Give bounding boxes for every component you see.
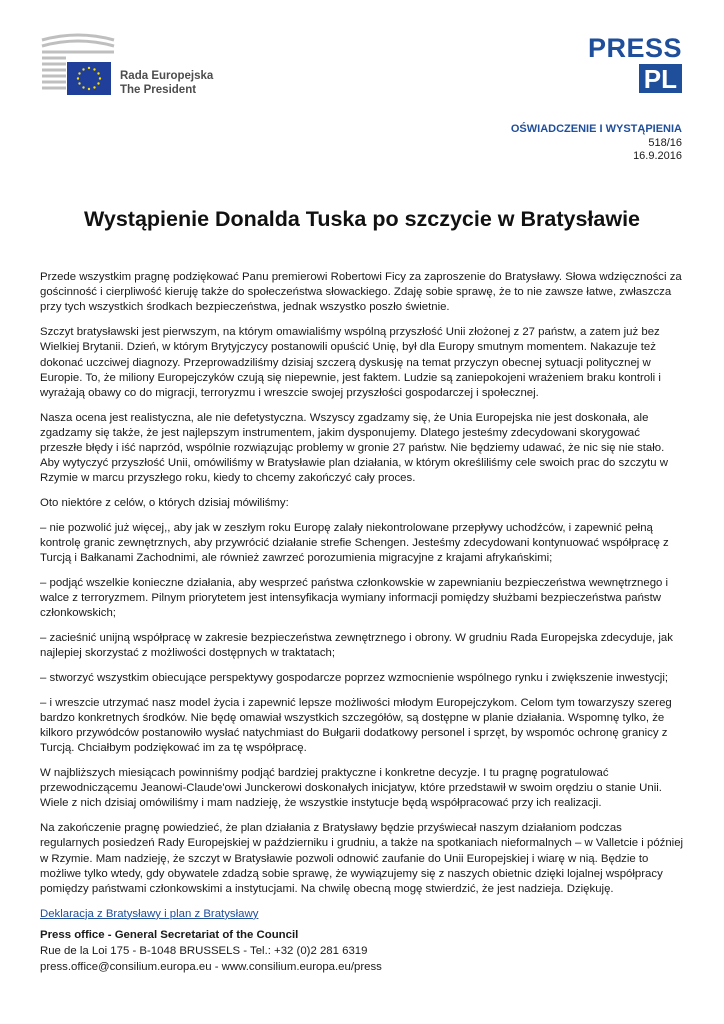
paragraph: Przede wszystkim pragnę podziękować Panu premierowi Robertowi Ficy za zaproszenie do Bratysławy. Słowa wdzięczności za gościnność i cierpliwość kieruję także do społeczeństwa słowackiego. Zdaję sobie sprawę, że to nie zawsze łatwe, zwłaszcza przy tych wszystkich środkach bezpieczeństwa, jednak wszystko poszło świetnie. xyxy=(40,271,682,314)
document-date: 16.9.2016 xyxy=(633,150,682,162)
paragraph: Oto niektóre z celów, o których dzisiaj mówiliśmy: xyxy=(40,497,289,510)
document-meta xyxy=(511,123,682,164)
paragraph: Szczyt bratysławski jest pierwszym, na którym omawialiśmy wspólną przyszłość Unii złożonej z 27 państw, a zatem już bez Wielkiej Brytanii. Dzień, w którym Brytyjczycy postanowili opuścić Unię, był dla Europy smutnym momentem. Nakazuje też dokonać uczciwej diagnozy. Przeprowadziliśmy dzisiaj szczerą dyskusję na temat przyczyn obecnej sytuacji politycznej w Europie. To, że miliony Europejczyków czują się niepewnie, jest faktem. Ludzie są zaniepokojeni wrażeniem braku kontroli i wyrażają obawy co do migracji, terroryzmu i wreszcie swojej przyszłości gospodarczej i społecznej. xyxy=(40,326,661,399)
statement-body xyxy=(40,270,684,931)
bullet-paragraph: – zacieśnić unijną współpracę w zakresie bezpieczeństwa zewnętrznego i obrony. W grudniu Rada Europejska zdecyduje, jak najlepiej skorzystać z możliwości dostępnych w traktatach; xyxy=(40,632,673,660)
press-word: PRESS xyxy=(587,33,682,63)
bullet-paragraph: – podjąć wszelkie konieczne działania, aby wesprzeć państwa członkowskie w zapewnianiu bezpieczeństwa wewnętrznego i walce z terroryzmem. Pilnym priorytetem jest intensyfikacja wymiany informacji pomiędzy służbami bezpieczeństwa państw członkowskich; xyxy=(40,576,669,620)
page-title: Wystąpienie Donalda Tuska po szczycie w Bratysławie xyxy=(83,207,641,231)
org-subtitle: The President xyxy=(120,84,197,96)
press-logo xyxy=(588,34,682,93)
document-number: 518/16 xyxy=(648,136,682,149)
paragraph: Na zakończenie pragnę powiedzieć, że plan działania z Bratysławy będzie przyświecał naszym działaniom podczas regularnych posiedzeń Rady Europejskiej w październiku i grudniu, a także na spotkaniach nieformalnych – w Valletcie i później w Rzymie. Mam nadzieję, że szczyt w Bratysławie pozwoli odnowić zaufanie do Unii Europejskiej i wiarę w nią. Będzie to możliwe tylko wtedy, gdy obywatele zdadzą sobie sprawę, że wywiązujemy się z naszych obietnic dzięki lojalnej współpracy pomiędzy państwami członkowskimi a instytucjami. Na chwilę obecną mogę stwierdzić, że jest nadzieja. Dziękuję. xyxy=(40,822,684,895)
org-name-block xyxy=(120,69,213,97)
bullet-paragraph: – nie pozwolić już więcej,, aby jak w zeszłym roku Europę zalały niekontrolowane przepływy uchodźców, i zapewnić pełną kontrolę granic zewnętrznych, aby przywrócić działanie strefie Schengen. Jesteśmy zdecydowani kontynuować współpracę z Turcją i Bałkanami Zachodnimi, ale również zawrzeć porozumienia migracyjne z krajami afrykańskimi; xyxy=(40,521,669,565)
link-paragraph xyxy=(40,907,684,922)
bullet-paragraph: – i wreszcie utrzymać nasz model życia i zapewnić lepsze możliwości młodym Europejczykom. Celom tym towarzyszy szereg bardzo konkretnych środków. Nie będę omawiał wszystkich szczegółów, są dostępne w planie działania. Wspomnę tylko, że kilkoro przywódców postanowiło wysłać natychmiast do Bułgarii dodatkowy personel i sprzęt, by wspomóc ochronę granicy z Turcją. Chciałbym podziękować im za tę współpracę. xyxy=(40,696,672,755)
document-type: OŚWIADCZENIE I WYSTĄPIENIA xyxy=(510,123,682,135)
paragraph: Nasza ocena jest realistyczna, ale nie defetystyczna. Wszyscy zgadzamy się, że Unia Europejska nie jest doskonała, ale zgadzamy się także, że jest najlepszym instrumentem, jakim dysponujemy. Dlatego jesteśmy zdecydowani skorygować przeszłe błędy i iść naprzód, wspólnie rozwiązując problemy w gronie 27 państw. Nie będziemy udawać, że nic się nie stało. Aby wytyczyć przyszłość Unii, omówiliśmy w Bratysławie plan działania, w którym określiliśmy cele swoich prac do szczytu w Rzymie w marcu przyszłego roku, kiedy to chcemy zakończyć cały proces. xyxy=(40,411,668,485)
org-name: Rada Europejska xyxy=(120,70,214,82)
bullet-paragraph: – stworzyć wszystkim obiecujące perspektywy gospodarcze poprzez wzmocnienie wspólnego rynku i zwiększenie inwestycji; xyxy=(40,671,669,684)
footer-title: Press office - General Secretariat of the Council xyxy=(40,929,299,941)
footer xyxy=(40,927,382,975)
footer-address: Rue de la Loi 175 - B-1048 BRUSSELS - Tel.: +32 (0)2 281 6319 xyxy=(40,945,368,957)
press-language-badge: PL xyxy=(639,64,682,93)
bratislava-declaration-link[interactable]: Deklaracja z Bratysławy i plan z Bratysławy xyxy=(40,907,259,920)
footer-contact: press.office@consilium.europa.eu - www.consilium.europa.eu/press xyxy=(40,961,382,973)
paragraph: W najbliższych miesiącach powinniśmy podjąć bardziej praktyczne i konkretne decyzje. I tu pragnę pogratulować przewodniczącemu Jeanowi-Claude'owi Junckerowi doskonałych inicjatyw, które przedstawił w swoim orędziu o stanie Unii. Wiele z nich dzisiaj omówiliśmy i mam nadzieję, że wszystkie instytucje będą współpracować przy ich realizacji. xyxy=(40,766,662,810)
